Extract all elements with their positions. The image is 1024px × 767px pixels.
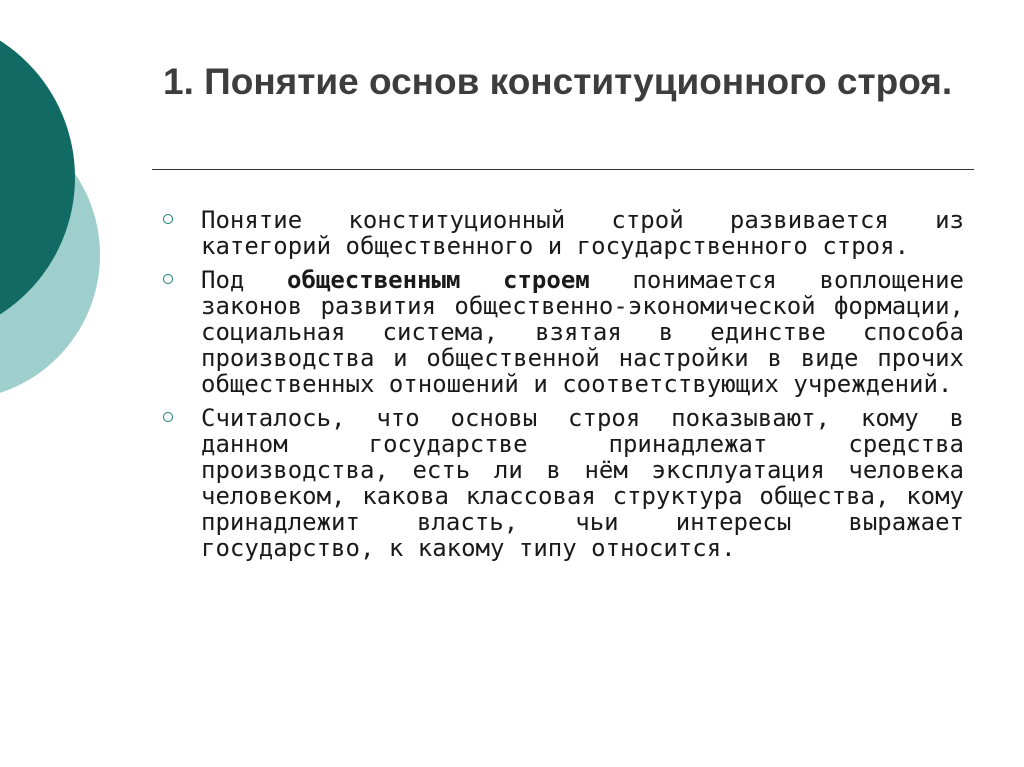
bullet-text: Понятие конституционный строй развивается из категорий общественного и государственного строя. — [201, 206, 964, 260]
circle-bullet-icon — [163, 214, 173, 224]
circle-bullet-icon — [163, 274, 173, 284]
bullet-text-prefix: Под — [201, 266, 287, 294]
bullet-text: Считалось, что основы строя показывают, кому в данном государстве принадлежат средства производства, есть ли в нём эксплуатация человека человеком, какова классовая структура общества, кому принадлежит власть, чьи интересы выражает государство, к какому типу относится. — [201, 404, 964, 562]
bullet-item-2 — [162, 267, 964, 397]
bullet-list — [162, 207, 964, 569]
circle-bullet-icon — [163, 412, 173, 422]
bullet-text-suffix: понимается воплощение законов развития общественно-экономической формации, социальная система, взятая в единстве способа производства и общественной настройки в виде прочих общественных отношений и соответствующих учреждений. — [201, 266, 964, 398]
bullet-text — [201, 267, 964, 397]
bullet-emphasis: общественным строем — [287, 266, 590, 294]
bullet-item-3 — [162, 405, 964, 561]
bullet-item-1 — [162, 207, 964, 259]
title-divider — [152, 169, 974, 170]
slide-title: 1. Понятие основ конституционного строя. — [163, 61, 953, 102]
